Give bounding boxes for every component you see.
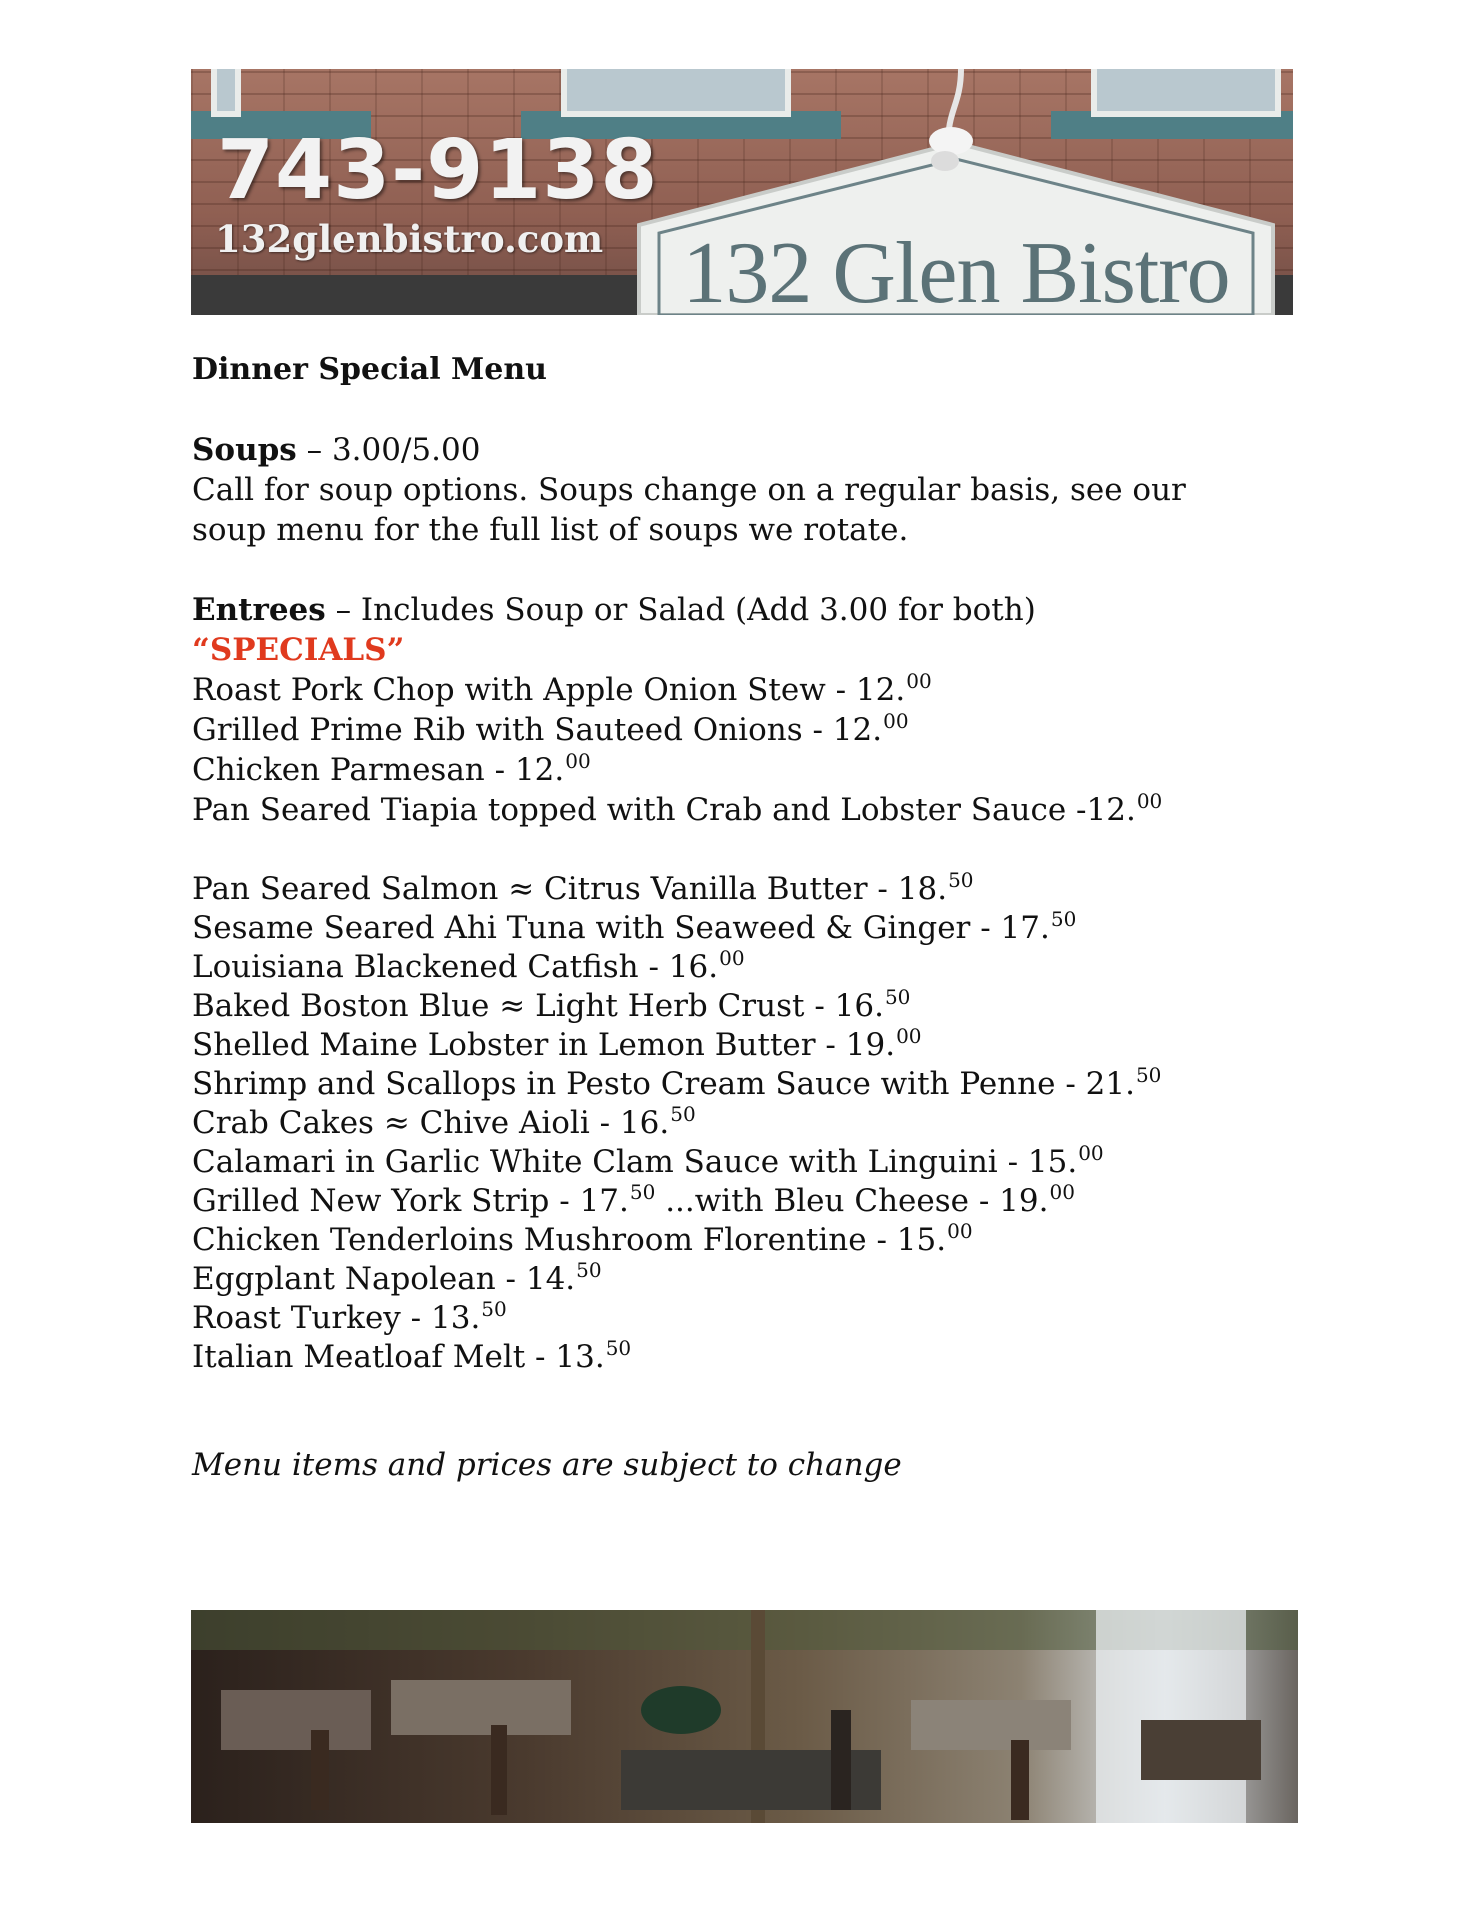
soups-description: Call for soup options. Soups change on a regular basis, see our: [192, 472, 1186, 508]
dining-room-photo: [191, 1610, 1298, 1823]
item-text: Grilled Prime Rib with Sauteed Onions - 12.: [192, 712, 883, 748]
entrees-heading: [192, 592, 1036, 628]
item-text: Italian Meatloaf Melt - 13.: [192, 1339, 605, 1375]
item-cents: 00: [1078, 1141, 1104, 1165]
menu-item: [192, 749, 591, 788]
item-text: Pan Seared Salmon ≈ Citrus Vanilla Butter - 18.: [192, 871, 948, 907]
soups-price: – 3.00/5.00: [296, 432, 481, 468]
item-cents: 00: [565, 749, 591, 773]
soups-heading: [192, 432, 480, 468]
sign-text: 132 Glen Bistro: [682, 225, 1230, 315]
menu-item: [192, 1063, 1162, 1102]
item-cents: 50: [1135, 1063, 1162, 1087]
window: [1091, 69, 1281, 117]
item-text: Baked Boston Blue ≈ Light Herb Crust - 16.: [192, 988, 884, 1024]
menu-item: [192, 669, 932, 708]
item-cents: 00: [947, 1219, 973, 1243]
item-cents: 00: [896, 1024, 922, 1048]
menu-item: [192, 985, 911, 1024]
item-text: Shrimp and Scallops in Pesto Cream Sauce with Penne - 21.: [192, 1066, 1135, 1102]
menu-item: [192, 1258, 602, 1297]
menu-item: [192, 1297, 507, 1336]
item-text-addon: ...with Bleu Cheese - 19.: [655, 1183, 1049, 1219]
item-text: Chicken Tenderloins Mushroom Florentine - 15.: [192, 1222, 947, 1258]
item-cents: 00: [719, 946, 745, 970]
menu-item: [192, 1219, 973, 1258]
item-cents: 50: [670, 1102, 696, 1126]
item-cents: 50: [629, 1180, 656, 1204]
website-url: 132glenbistro.com: [215, 217, 604, 261]
item-cents: 50: [948, 868, 974, 892]
entrees-label: Entrees: [192, 592, 326, 628]
menu-item: [192, 1102, 696, 1141]
item-cents: 00: [1136, 789, 1163, 813]
item-text: Chicken Parmesan - 12.: [192, 752, 565, 788]
item-text: Calamari in Garlic White Clam Sauce with Linguini - 15.: [192, 1144, 1078, 1180]
menu-item: [192, 1024, 922, 1063]
item-text: Sesame Seared Ahi Tuna with Seaweed & Ginger - 17.: [192, 910, 1050, 946]
item-cents: 50: [1050, 907, 1077, 931]
item-cents-addon: 00: [1049, 1180, 1075, 1204]
item-text: Roast Pork Chop with Apple Onion Stew - 12.: [192, 672, 906, 708]
item-cents: 50: [576, 1258, 602, 1282]
item-text: Pan Seared Tiapia topped with Crab and Lobster Sauce -12.: [192, 792, 1136, 828]
soups-label: Soups: [192, 432, 297, 468]
page-title: Dinner Special Menu: [192, 352, 547, 387]
menu-item: [192, 946, 745, 985]
window: [211, 69, 241, 117]
entrees-description: – Includes Soup or Salad (Add 3.00 for both): [325, 592, 1036, 628]
item-cents: 50: [605, 1336, 632, 1360]
item-text: Grilled New York Strip - 17.: [192, 1183, 629, 1219]
specials-heading: “SPECIALS”: [192, 632, 405, 668]
menu-item: [192, 907, 1077, 946]
disclaimer-note: Menu items and prices are subject to change: [192, 1447, 902, 1483]
menu-item: [192, 1180, 1075, 1219]
soups-description: soup menu for the full list of soups we rotate.: [192, 512, 909, 548]
item-text: Louisiana Blackened Catfish - 16.: [192, 949, 719, 985]
window: [561, 69, 791, 117]
header-banner: [191, 69, 1293, 315]
item-text: Roast Turkey - 13.: [192, 1300, 481, 1336]
lamp-icon: [921, 69, 991, 199]
menu-item: [192, 868, 974, 907]
menu-item: [192, 1336, 632, 1375]
menu-item: [192, 789, 1163, 828]
menu-item: [192, 709, 909, 748]
item-cents: 50: [481, 1297, 507, 1321]
item-text: Crab Cakes ≈ Chive Aioli - 16.: [192, 1105, 670, 1141]
item-text: Shelled Maine Lobster in Lemon Butter - 19.: [192, 1027, 896, 1063]
item-text: Eggplant Napolean - 14.: [192, 1261, 576, 1297]
item-cents: 00: [906, 669, 932, 693]
item-cents: 00: [883, 709, 909, 733]
phone-number: 743-9138: [217, 123, 659, 218]
item-cents: 50: [884, 985, 911, 1009]
menu-item: [192, 1141, 1104, 1180]
